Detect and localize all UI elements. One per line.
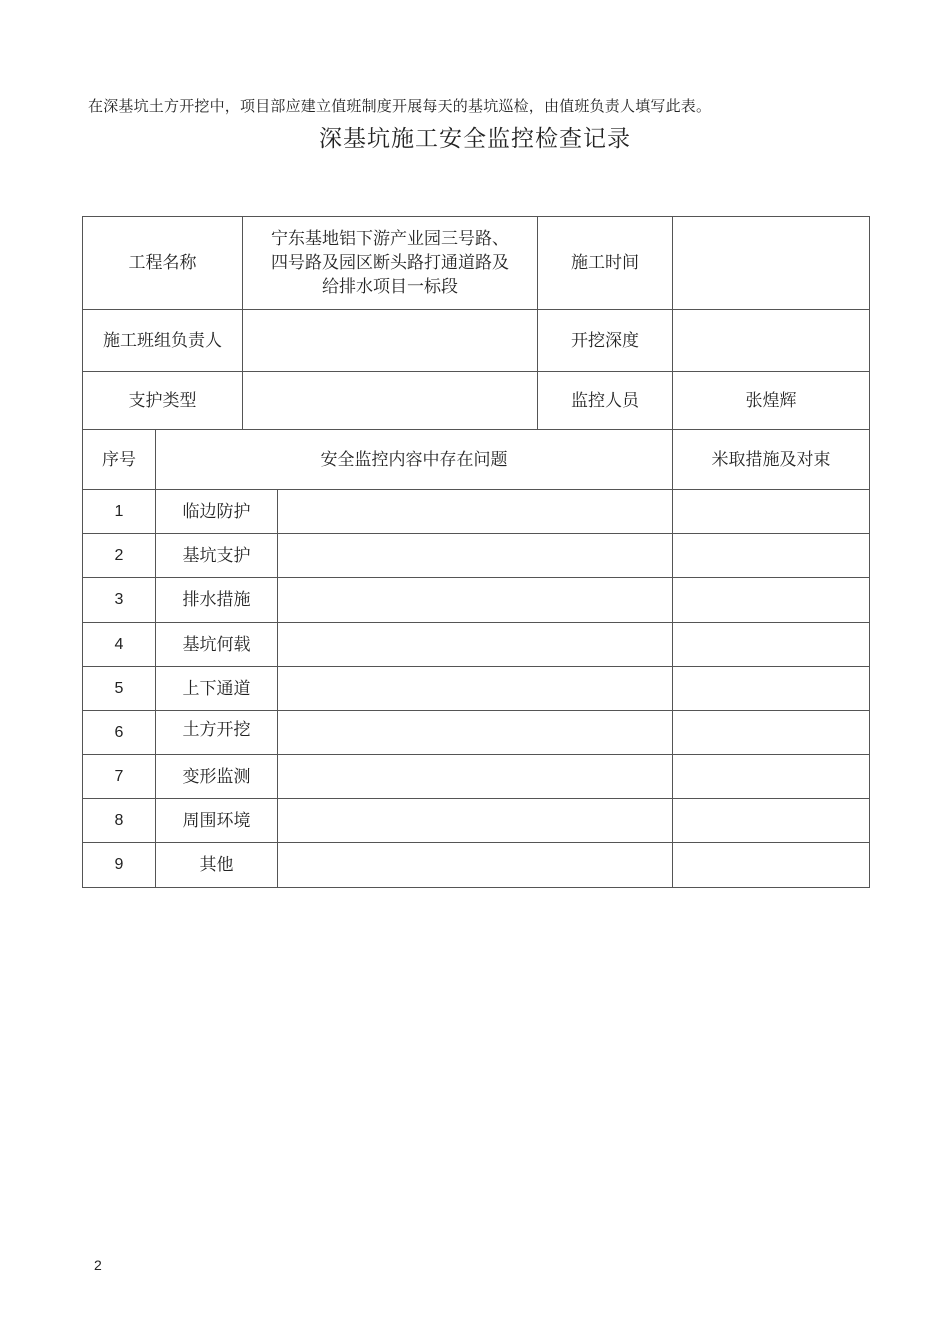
- table-row: [83, 667, 870, 711]
- table-header-row: [83, 430, 870, 490]
- row-number: 4: [83, 623, 156, 667]
- table-row: [83, 578, 870, 623]
- seq-header: 序号: [83, 430, 156, 490]
- intro-note: 在深基坑土方开挖中，项目部应建立值班制度开展每天的基坑巡检，由值班负责人填写此表。: [88, 97, 712, 115]
- row-issue-field[interactable]: [278, 711, 673, 755]
- row-item: 临边防护: [156, 490, 278, 534]
- table-row: [83, 711, 870, 755]
- team-leader-field[interactable]: [243, 310, 538, 372]
- table-row: [83, 623, 870, 667]
- row-issue-field[interactable]: [278, 534, 673, 578]
- construction-time-label: 施工时间: [538, 217, 673, 310]
- inspection-items-table: [82, 429, 870, 888]
- row-issue-field[interactable]: [278, 799, 673, 843]
- table-row: [83, 490, 870, 534]
- row-measure-field[interactable]: [673, 799, 870, 843]
- team-leader-label: 施工班组负责人: [83, 310, 243, 372]
- row-item: 其他: [156, 843, 278, 888]
- row-number: 8: [83, 799, 156, 843]
- project-name-line: 宁东基地铝下游产业园三号路、: [271, 229, 509, 249]
- row-measure-field[interactable]: [673, 490, 870, 534]
- project-info-table: [82, 216, 870, 430]
- row-issue-field[interactable]: [278, 623, 673, 667]
- table-row: [83, 534, 870, 578]
- row-issue-field[interactable]: [278, 843, 673, 888]
- row-item: 上下通道: [156, 667, 278, 711]
- row-measure-field[interactable]: [673, 755, 870, 799]
- project-name-label: 工程名称: [83, 217, 243, 310]
- project-name-line: 给排水项目一标段: [322, 277, 458, 297]
- construction-time-field[interactable]: [673, 217, 870, 310]
- row-issue-field[interactable]: [278, 667, 673, 711]
- row-issue-field[interactable]: [278, 578, 673, 623]
- row-number: 2: [83, 534, 156, 578]
- row-measure-field[interactable]: [673, 578, 870, 623]
- project-name-line: 四号路及园区断头路打通道路及: [271, 253, 509, 273]
- row-measure-field[interactable]: [673, 623, 870, 667]
- monitor-label: 监控人员: [538, 372, 673, 430]
- row-measure-field[interactable]: [673, 667, 870, 711]
- row-number: 5: [83, 667, 156, 711]
- row-item: 基坑何载: [156, 623, 278, 667]
- table-row: [83, 755, 870, 799]
- measures-header: 米取措施及对束: [673, 430, 870, 490]
- support-type-field[interactable]: [243, 372, 538, 430]
- monitor-value[interactable]: 张煌辉: [673, 372, 870, 430]
- project-name-value: [243, 217, 538, 310]
- table-row: [83, 799, 870, 843]
- excavation-depth-label: 开挖深度: [538, 310, 673, 372]
- content-header: 安全监控内容中存在问题: [156, 430, 673, 490]
- row-item: 周围环境: [156, 799, 278, 843]
- row-issue-field[interactable]: [278, 755, 673, 799]
- row-measure-field[interactable]: [673, 711, 870, 755]
- row-number: 7: [83, 755, 156, 799]
- row-item: 变形监测: [156, 755, 278, 799]
- support-type-label: 支护类型: [83, 372, 243, 430]
- row-issue-field[interactable]: [278, 490, 673, 534]
- row-item: 土方开挖: [156, 711, 278, 755]
- row-measure-field[interactable]: [673, 843, 870, 888]
- page-number: 2: [94, 1257, 102, 1273]
- row-item: 排水措施: [156, 578, 278, 623]
- row-number: 1: [83, 490, 156, 534]
- table-row: [83, 843, 870, 888]
- row-measure-field[interactable]: [673, 534, 870, 578]
- row-item: 基坑支护: [156, 534, 278, 578]
- row-number: 6: [83, 711, 156, 755]
- row-number: 9: [83, 843, 156, 888]
- excavation-depth-field[interactable]: [673, 310, 870, 372]
- row-number: 3: [83, 578, 156, 623]
- document-title: 深基坑施工安全监控检查记录: [319, 126, 631, 152]
